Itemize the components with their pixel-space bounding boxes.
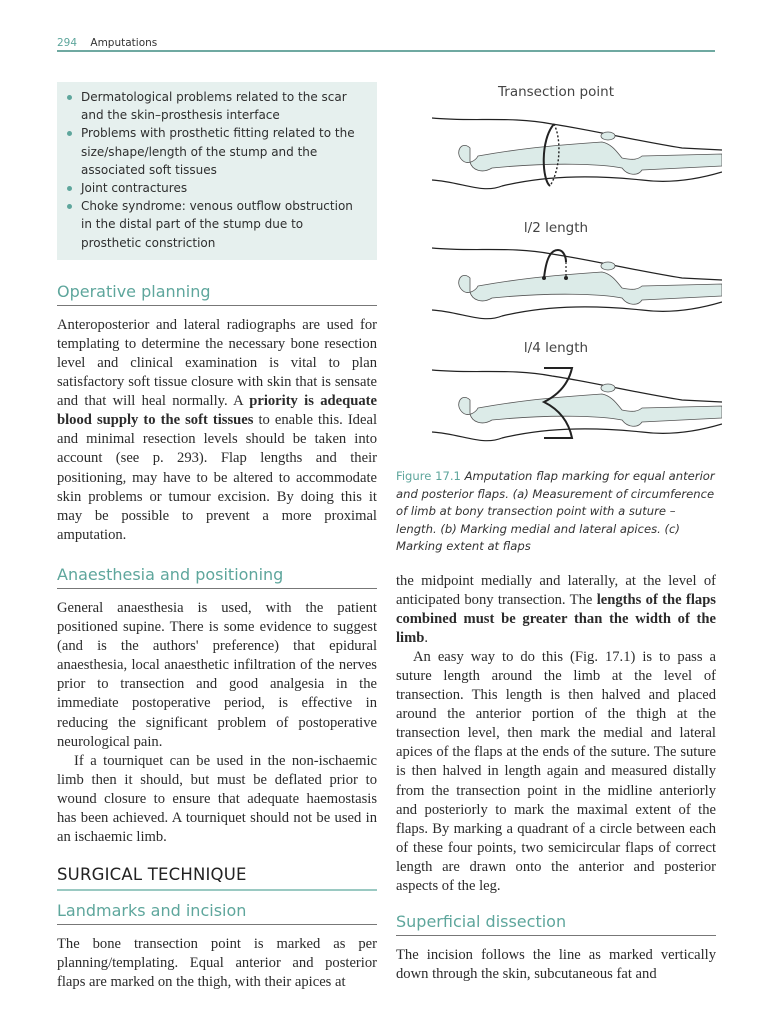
panel-a-diagram <box>432 110 722 200</box>
list-item: Joint contractures <box>65 179 367 197</box>
bullet-icon <box>67 95 72 100</box>
operative-planning-text: Anteroposterior and lateral radiographs are used for templating to determine the necessary bone resection level and clinical examination is vital to plan satisfactory soft tissue closure with skin that is sensate and that will heal normally. A priority is adequate blood supply to the soft tissues to enable this. Ideal and minimal resection levels should be taken into account (see p. 293). Flap lengths and their positioning, may have to be altered to accommodate skin problems or tumour excision. By doing this it may be possible to prevent a more proximal amputation. <box>57 316 377 543</box>
heading-superficial-dissection: Superficial dissection <box>396 912 716 936</box>
flap-marking-text: the midpoint medially and laterally, at the level of anticipated bony transection. The lengths of the flaps combined must be greater than the width of the limb. An easy way to do this (Fig. 17.1) is to pass a suture length around the limb at the level of transection. This length is then halved and placed around the anterior portion of the thigh at the transection level, then mark the medial and lateral apices of the flaps at the ends of the suture. The suture is then halved in length again and measured distally from the transection point in the midline anteriorly and posteriorly to mark the maximal extent of the flaps. By marking a quadrant of a circle between each of these four points, two semicircular flaps of correct length are drawn onto the anterior and posterior aspects of the leg. <box>396 572 716 894</box>
panel-c-label: l/4 length <box>523 340 589 356</box>
heading-operative-planning: Operative planning <box>57 282 377 306</box>
running-head <box>57 36 715 52</box>
chapter-title: Amputations <box>90 37 158 49</box>
complications-box <box>57 82 377 260</box>
figure-17-1 <box>396 80 716 460</box>
panel-b-diagram <box>432 240 722 330</box>
right-column <box>396 80 716 984</box>
list-item: Dermatological problems related to the scar and the skin–prosthesis interface <box>65 88 367 124</box>
panel-b-label: l/2 length <box>523 220 589 236</box>
bullet-icon <box>67 186 72 191</box>
complications-list <box>65 88 367 252</box>
heading-anaesthesia: Anaesthesia and positioning <box>57 565 377 589</box>
heading-landmarks: Landmarks and incision <box>57 901 377 925</box>
anaesthesia-text: General anaesthesia is used, with the patient positioned supine. There is some evidence to suggest (and is the authors' preference) that epidural anaesthesia, local anaesthetic infiltration of the nerves prior to transection and good analgesia in the immediate postoperative period, is effective in reducing the significant problem of postoperative neurological pain. If a tourniquet can be used in the non-ischaemic limb then it should, but must be deflated prior to wound closure to ensure that adequate haemostasis has been achieved. A tourniquet should not be used in an ischaemic limb. <box>57 599 377 846</box>
left-column <box>57 82 377 992</box>
superficial-text: The incision follows the line as marked vertically down through the skin, subcutaneous fat and <box>396 947 716 983</box>
bullet-icon <box>67 204 72 209</box>
panel-c-diagram <box>432 362 722 452</box>
panel-a-label: Transection point <box>498 84 614 100</box>
landmarks-text: The bone transection point is marked as per planning/templating. Equal anterior and posterior flaps are marked on the thigh, with their apices at <box>57 936 377 991</box>
figure-caption: Figure 17.1 Amputation flap marking for equal anterior and posterior flaps. (a) Measurement of circumference of limb at bony transection point with a suture – length. (b) Marking medial and lateral apices. (c) Marking extent at flaps <box>396 469 715 553</box>
list-item: Problems with prosthetic fitting related to the size/shape/length of the stump and the associated soft tissues <box>65 124 367 179</box>
bullet-icon <box>67 131 72 136</box>
heading-surgical-technique: SURGICAL TECHNIQUE <box>57 865 377 891</box>
list-item: Choke syndrome: venous outflow obstruction in the distal part of the stump due to prosthetic constriction <box>65 197 367 252</box>
page-number: 294 <box>57 37 78 49</box>
